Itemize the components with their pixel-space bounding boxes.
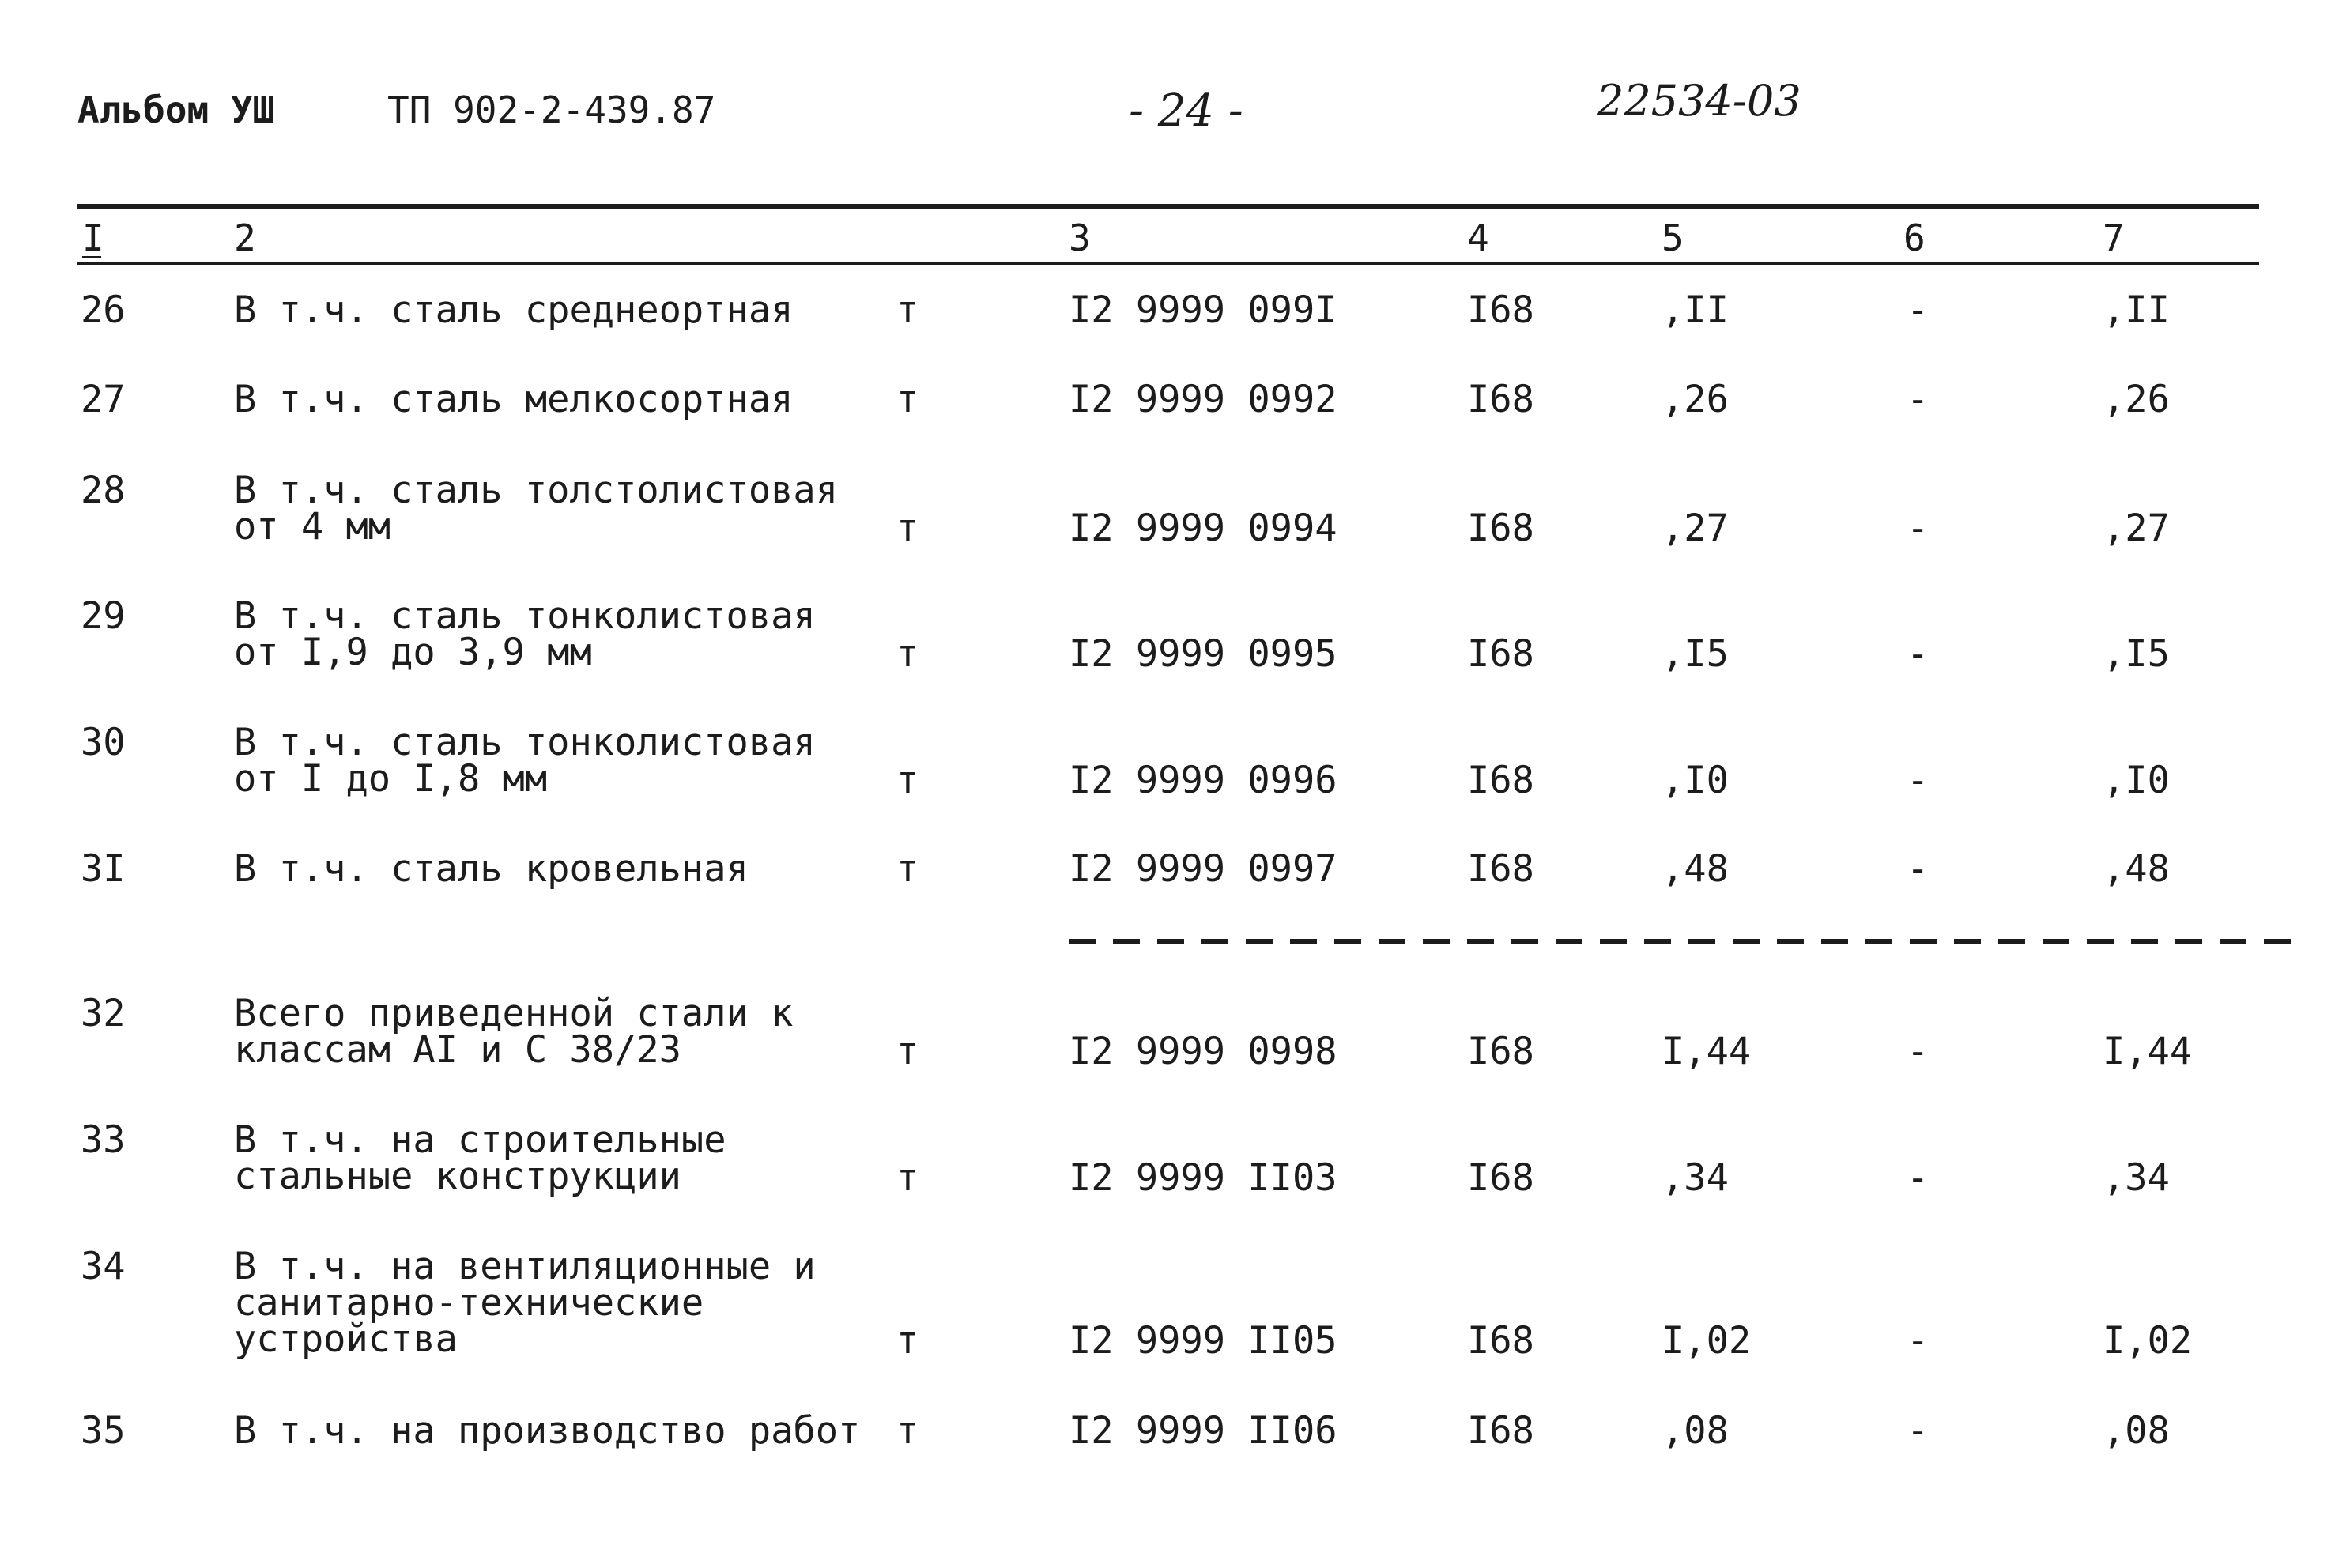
document-code: 22534-03 (1597, 76, 1801, 126)
row-description: В т.ч. сталь среднеортная (234, 288, 794, 332)
column-header-1: I (82, 217, 104, 259)
row-description: Всего приведенной стали к классам AI и С 38/23 (234, 992, 794, 1072)
row-col4: I68 (1467, 1030, 1534, 1073)
row-code: I2 9999 II05 (1069, 1319, 1337, 1363)
row-code: I2 9999 0998 (1069, 1030, 1337, 1073)
row-col7: ,27 (2103, 507, 2170, 550)
row-col7: ,08 (2103, 1409, 2170, 1453)
row-number: 27 (81, 378, 126, 421)
row-code: I2 9999 099I (1069, 288, 1337, 332)
dashed-separator (1069, 939, 2294, 944)
row-number: 32 (81, 992, 126, 1035)
row-col4: I68 (1467, 632, 1534, 676)
column-header-4: 4 (1467, 217, 1489, 259)
row-col6: - (1907, 847, 1929, 891)
row-col4: I68 (1467, 507, 1534, 550)
column-header-6: 6 (1903, 217, 1926, 259)
row-col4: I68 (1467, 288, 1534, 332)
row-unit: т (896, 288, 919, 332)
row-col6: - (1907, 1409, 1929, 1453)
row-col7: ,I0 (2103, 759, 2170, 802)
column-header-rule (77, 262, 2259, 265)
row-col5: I,02 (1662, 1319, 1752, 1363)
row-col7: I,02 (2103, 1319, 2193, 1363)
row-unit: т (896, 847, 919, 891)
row-col6: - (1907, 1030, 1929, 1073)
row-col5: ,26 (1662, 378, 1729, 421)
table-top-rule (77, 204, 2259, 209)
row-code: I2 9999 0997 (1069, 847, 1337, 891)
row-description: В т.ч. сталь кровельная (234, 847, 749, 891)
row-col5: ,II (1662, 288, 1729, 332)
row-col6: - (1907, 507, 1929, 550)
row-col4: I68 (1467, 759, 1534, 802)
row-col4: I68 (1467, 378, 1534, 421)
row-unit: т (896, 1156, 919, 1200)
row-col5: ,I5 (1662, 632, 1729, 676)
column-header-5: 5 (1662, 217, 1684, 259)
row-code: I2 9999 0992 (1069, 378, 1337, 421)
row-number: 30 (81, 721, 126, 764)
row-unit: т (896, 1319, 919, 1363)
row-unit: т (896, 759, 919, 802)
row-col6: - (1907, 1156, 1929, 1200)
row-code: I2 9999 0994 (1069, 507, 1337, 550)
row-col7: ,34 (2103, 1156, 2170, 1200)
row-col4: I68 (1467, 1156, 1534, 1200)
column-header-7: 7 (2103, 217, 2125, 259)
row-col5: ,08 (1662, 1409, 1729, 1453)
row-code: I2 9999 II03 (1069, 1156, 1337, 1200)
row-number: 3I (81, 847, 126, 891)
row-col5: ,I0 (1662, 759, 1729, 802)
row-col4: I68 (1467, 1319, 1534, 1363)
page-number: - 24 - (1129, 85, 1243, 137)
row-description: В т.ч. на производство работ (234, 1409, 861, 1453)
column-header-2: 2 (234, 217, 256, 259)
row-number: 28 (81, 469, 126, 512)
row-unit: т (896, 632, 919, 676)
row-col6: - (1907, 288, 1929, 332)
row-description: В т.ч. сталь мелкосортная (234, 378, 794, 421)
row-col5: ,48 (1662, 847, 1729, 891)
row-unit: т (896, 1409, 919, 1453)
row-col7: ,48 (2103, 847, 2170, 891)
row-col7: I,44 (2103, 1030, 2193, 1073)
row-number: 33 (81, 1118, 126, 1162)
row-description: В т.ч. сталь тонколистовая от I,9 до 3,9 мм (234, 594, 816, 674)
row-code: I2 9999 0996 (1069, 759, 1337, 802)
album-label: Альбом УШ (77, 89, 275, 131)
row-number: 26 (81, 288, 126, 332)
row-col4: I68 (1467, 847, 1534, 891)
row-number: 35 (81, 1409, 126, 1453)
project-code: ТП 902-2-439.87 (387, 89, 716, 131)
row-col7: ,II (2103, 288, 2170, 332)
row-code: I2 9999 0995 (1069, 632, 1337, 676)
row-description: В т.ч. на вентиляционные и санитарно-технические устройства (234, 1245, 816, 1361)
column-header-3: 3 (1069, 217, 1091, 259)
row-col6: - (1907, 378, 1929, 421)
row-description: В т.ч. сталь тонколистовая от I до I,8 мм (234, 721, 816, 801)
row-description: В т.ч. на строительные стальные конструкции (234, 1118, 726, 1198)
row-col7: ,I5 (2103, 632, 2170, 676)
row-col4: I68 (1467, 1409, 1534, 1453)
row-unit: т (896, 378, 919, 421)
row-unit: т (896, 507, 919, 550)
row-col5: ,34 (1662, 1156, 1729, 1200)
row-code: I2 9999 II06 (1069, 1409, 1337, 1453)
row-description: В т.ч. сталь толстолистовая от 4 мм (234, 469, 839, 548)
row-col6: - (1907, 759, 1929, 802)
row-unit: т (896, 1030, 919, 1073)
row-col5: ,27 (1662, 507, 1729, 550)
row-col6: - (1907, 632, 1929, 676)
row-number: 29 (81, 594, 126, 638)
row-col6: - (1907, 1319, 1929, 1363)
row-number: 34 (81, 1245, 126, 1288)
row-col7: ,26 (2103, 378, 2170, 421)
row-col5: I,44 (1662, 1030, 1752, 1073)
